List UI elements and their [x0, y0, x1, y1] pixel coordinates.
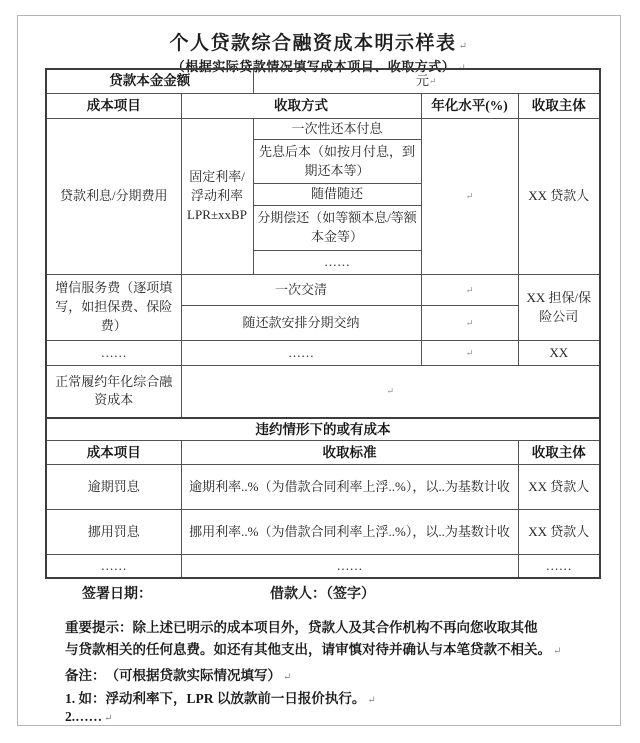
cost-disclosure-table	[45, 68, 601, 579]
remark-text: 备注： （可根据贷款实际情况填写）	[65, 668, 281, 683]
page-subtitle-text: （根据实际贷款情况填写成本项目、收取方式）	[171, 59, 456, 74]
interest-rate-type-cell: 固定利率/浮动利率 LPR±xxBP	[181, 118, 253, 275]
default-section-banner-row	[46, 418, 600, 441]
header-collection-method: 收取方式	[181, 93, 421, 118]
principal-unit: 元	[415, 72, 429, 88]
credit-method-cell: 随还款安排分期交纳	[181, 306, 421, 341]
interest-method-cell: 分期偿还（如等额本息/等额本金等）	[253, 206, 421, 251]
table-row	[46, 366, 600, 418]
default-section-banner: 违约情形下的或有成本	[46, 418, 600, 441]
credit-item-cell: 增信服务费（逐项填写，如担保费、保险费）	[46, 275, 181, 341]
table-row	[46, 118, 600, 140]
note-2-text: 2.……	[65, 709, 103, 724]
default-etc-collector-cell: ……	[518, 555, 600, 578]
default-etc-item-cell: ……	[46, 555, 181, 578]
signature-row	[18, 583, 620, 601]
principal-value-cell	[253, 69, 600, 93]
header-annualized-level: 年化水平(%)	[421, 93, 518, 118]
paragraph-mark: ↵	[465, 190, 474, 201]
notice-line-1: 重要提示：除上述已明示的成本项目外，贷款人及其合作机构不再向您收取其他	[65, 620, 538, 635]
etc-annualized-cell	[421, 341, 518, 366]
note-line-2	[65, 709, 113, 725]
credit-annualized-cell	[421, 306, 518, 341]
note-1-text: 1. 如：浮动利率下，LPR 以放款前一日报价执行。	[65, 691, 366, 706]
credit-collector-cell: XX 担保/保险公司	[518, 275, 600, 341]
default-header-cost-item: 成本项目	[46, 441, 181, 465]
interest-method-cell: 随借随还	[253, 184, 421, 206]
table-row	[46, 510, 600, 555]
paragraph-mark: ↵	[386, 386, 395, 397]
document-page	[17, 15, 621, 726]
header-collector: 收取主体	[518, 93, 600, 118]
default-header-collector: 收取主体	[518, 441, 600, 465]
table-row	[46, 69, 600, 93]
overdue-standard-cell: 逾期利率..%（为借款合同利率上浮..%），以..为基数计收	[181, 465, 518, 510]
normal-cost-value-cell	[181, 366, 600, 418]
table-header-row	[46, 93, 600, 118]
page-title-text: 个人贷款综合融资成本明示样表	[169, 33, 457, 54]
paragraph-mark: ↵	[465, 347, 474, 358]
etc-collector-cell: XX	[518, 341, 600, 366]
misuse-item-cell: 挪用罚息	[46, 510, 181, 555]
misuse-collector-cell: XX 贷款人	[518, 510, 600, 555]
table-row	[46, 341, 600, 366]
header-cost-item: 成本项目	[46, 93, 181, 118]
paragraph-mark: ↵	[553, 645, 562, 657]
interest-method-cell: ……	[253, 251, 421, 275]
misuse-standard-cell: 挪用利率..%（为借款合同利率上浮..%），以..为基数计收	[181, 510, 518, 555]
etc-item-cell: ……	[46, 341, 181, 366]
paragraph-mark: ↵	[465, 317, 474, 328]
sign-date-label: 签署日期：	[82, 587, 152, 602]
overdue-item-cell: 逾期罚息	[46, 465, 181, 510]
table-row	[46, 465, 600, 510]
paragraph-mark: ↵	[465, 284, 474, 295]
paragraph-mark: ↵	[104, 713, 113, 724]
credit-annualized-cell	[421, 275, 518, 306]
table-row	[46, 275, 600, 306]
notice-line-2: 与贷款相关的任何息费。如还有其他支出，请审慎对待并确认与本笔贷款不相关。	[65, 641, 551, 657]
table-row	[46, 555, 600, 578]
principal-label-cell: 贷款本金金额	[46, 69, 253, 93]
table-header-row	[46, 441, 600, 465]
page-title	[18, 28, 620, 55]
borrower-label: 借款人：（签字）	[270, 587, 375, 602]
default-etc-standard-cell: ……	[181, 555, 518, 578]
paragraph-mark: ↵	[458, 41, 469, 52]
normal-cost-item-cell: 正常履约年化综合融资成本	[46, 366, 181, 418]
etc-method-cell: ……	[181, 341, 421, 366]
paragraph-mark: ↵	[283, 672, 292, 683]
paragraph-mark: ↵	[457, 63, 467, 74]
default-header-standard: 收取标准	[181, 441, 518, 465]
credit-method-cell: 一次交清	[181, 275, 421, 306]
interest-item-cell: 贷款利息/分期费用	[46, 118, 181, 275]
note-line-1	[65, 687, 376, 707]
remark-line	[65, 664, 291, 684]
paragraph-mark: ↵	[429, 75, 437, 86]
paragraph-mark: ↵	[367, 695, 376, 706]
important-notice	[65, 617, 565, 662]
interest-annualized-cell	[421, 118, 518, 275]
interest-collector-cell: XX 贷款人	[518, 118, 600, 275]
interest-method-cell: 一次性还本付息	[253, 118, 421, 140]
interest-method-cell: 先息后本（如按月付息，到期还本等）	[253, 140, 421, 184]
overdue-collector-cell: XX 贷款人	[518, 465, 600, 510]
